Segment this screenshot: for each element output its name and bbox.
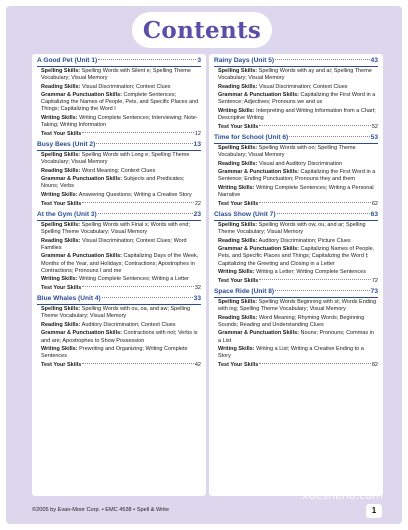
skill-label: Reading Skills: xyxy=(41,321,81,328)
skill-line xyxy=(218,84,378,91)
skill-text: Interpreting and Writing Information from a Chart; Descriptive Writing xyxy=(218,108,376,122)
skill-line xyxy=(218,145,378,159)
skill-text: Capitalizing Names of People, Pets, and Specific Places and Things; Capitalizing the Word I; Capitalizing the Greeting and Closing in a Letter xyxy=(218,246,375,267)
unit-page-number: 43 xyxy=(370,57,378,64)
skill-text: Subjects and Predicates; Nouns; Verbs xyxy=(41,176,185,190)
dot-leader xyxy=(102,297,193,298)
skill-line xyxy=(41,115,201,129)
skill-label: Grammar & Punctuation Skills: xyxy=(41,253,122,260)
unit-heading[interactable] xyxy=(214,288,378,297)
skill-label: Writing Skills: xyxy=(41,115,78,122)
skill-line xyxy=(41,330,201,344)
skill-label: Grammar & Punctuation Skills: xyxy=(41,176,122,183)
test-label: Test Your Skills xyxy=(218,362,259,369)
test-your-skills-row[interactable] xyxy=(218,278,378,285)
unit-heading[interactable] xyxy=(214,134,378,143)
dot-leader xyxy=(82,286,194,287)
skill-label: Reading Skills: xyxy=(218,160,258,167)
unit-entry xyxy=(214,211,378,285)
unit-title: Rainy Days (Unit 5) xyxy=(214,57,275,64)
skill-text: Auditory Discrimination; Context Clues xyxy=(80,321,176,328)
skill-label: Spelling Skills: xyxy=(41,151,81,158)
skill-line xyxy=(218,185,378,199)
unit-page-number: 3 xyxy=(197,57,201,64)
unit-entry xyxy=(214,134,378,208)
unit-heading[interactable] xyxy=(214,211,378,220)
skill-text: Spelling Words Beginning with st; Words Ending with ing; Spelling Theme Vocabulary; Visual Memory xyxy=(218,298,377,312)
dot-leader xyxy=(275,290,370,291)
dot-leader xyxy=(259,363,371,364)
unit-heading[interactable] xyxy=(37,295,201,304)
unit-heading[interactable] xyxy=(37,57,201,66)
test-label: Test Your Skills xyxy=(218,277,259,284)
page-frame xyxy=(6,6,402,524)
heading-rule xyxy=(37,220,201,221)
unit-entry xyxy=(214,288,378,369)
skill-text: Complete Sentences; Capitalizing the Names of People, Pets, and Specific Places and Things; Capitalizing the Word I xyxy=(41,92,199,113)
skill-text: Capitalizing the First Word in a Sentence; Adjectives; Pronouns we and us xyxy=(218,92,376,106)
test-label: Test Your Skills xyxy=(41,284,82,291)
unit-page-number: 53 xyxy=(370,134,378,142)
dot-leader xyxy=(259,279,371,280)
unit-title: A Good Pet (Unit 1) xyxy=(37,57,98,64)
unit-title: Blue Whales (Unit 4) xyxy=(37,295,101,303)
test-page-number: 22 xyxy=(194,200,201,207)
skill-text: Capitalizing the First Word in a Sentence; Ending Punctuation; Pronouns they and them xyxy=(218,169,376,183)
skill-label: Writing Skills: xyxy=(218,269,255,276)
skill-text: Writing a List; Writing a Creative Ending to a Story xyxy=(218,346,364,360)
test-your-skills-row[interactable] xyxy=(218,124,378,131)
test-page-number: 42 xyxy=(194,362,201,369)
test-your-skills-row[interactable] xyxy=(218,362,378,369)
skill-line xyxy=(218,315,378,329)
copyright-footer: ©2005 by Evan-Moor Corp. • EMC 4538 • Spell & Write xyxy=(32,507,169,513)
unit-title: Busy Bees (Unit 2) xyxy=(37,141,96,149)
skill-text: Spelling Words with Silent e; Spelling Theme Vocabulary; Visual Memory xyxy=(41,67,191,81)
dot-leader xyxy=(98,213,193,214)
skill-line xyxy=(41,92,201,113)
skill-text: Answering Questions; Writing a Creative Story xyxy=(77,192,192,199)
skill-label: Grammar & Punctuation Skills: xyxy=(218,92,299,99)
unit-page-number: 23 xyxy=(193,211,201,219)
skill-label: Writing Skills: xyxy=(41,276,78,283)
skill-line xyxy=(218,92,378,106)
skill-line xyxy=(41,192,201,199)
unit-entry xyxy=(37,141,201,208)
skill-text: Spelling Words with Final s; Words with end; Spelling Theme Vocabulary; Visual Memory xyxy=(41,221,190,235)
heading-rule xyxy=(37,304,201,305)
skill-line xyxy=(41,276,201,283)
skill-line xyxy=(41,253,201,274)
skill-line xyxy=(218,161,378,168)
unit-title: At the Gym (Unit 3) xyxy=(37,211,97,219)
skill-line xyxy=(41,168,201,175)
skill-text: Spelling Words with ay and ai; Spelling Theme Vocabulary; Visual Memory xyxy=(218,67,372,81)
skill-label: Spelling Skills: xyxy=(41,67,81,74)
skill-label: Reading Skills: xyxy=(41,237,81,244)
skill-label: Spelling Skills: xyxy=(218,221,258,228)
unit-heading[interactable] xyxy=(37,211,201,220)
skill-label: Reading Skills: xyxy=(218,83,258,90)
skill-text: Nouns; Pronouns; Commas in a List xyxy=(218,330,374,344)
unit-title: Time for School (Unit 6) xyxy=(214,134,289,142)
skill-label: Writing Skills: xyxy=(218,108,255,115)
heading-rule xyxy=(214,220,378,221)
skill-label: Grammar & Punctuation Skills: xyxy=(41,92,122,99)
unit-entry xyxy=(37,295,201,369)
skill-line xyxy=(41,152,201,166)
skill-line xyxy=(218,330,378,344)
dot-leader xyxy=(259,125,371,126)
skill-text: Auditory Discrimination; Picture Clues xyxy=(257,237,351,244)
dot-leader xyxy=(82,202,194,203)
unit-page-number: 73 xyxy=(370,288,378,296)
skill-text: Spelling Words with ou, oa, and aw; Spelling Theme Vocabulary; Visual Memory xyxy=(41,305,191,320)
skill-label: Reading Skills: xyxy=(41,167,81,174)
skill-line xyxy=(218,169,378,183)
skill-text: Spelling Words with Long e; Spelling Theme Vocabulary; Visual Memory xyxy=(41,151,190,166)
skill-line xyxy=(41,322,201,329)
unit-title: Space Ride (Unit 8) xyxy=(214,288,275,296)
skill-text: Visual Discrimination; Context Clues xyxy=(80,83,171,90)
skill-text: Visual Discrimination; Context Clues xyxy=(257,83,348,90)
skill-label: Writing Skills: xyxy=(218,346,255,353)
skill-label: Reading Skills: xyxy=(218,237,258,244)
test-your-skills-row[interactable] xyxy=(41,362,201,369)
skill-line xyxy=(41,346,201,360)
skill-line xyxy=(218,346,378,360)
skill-line xyxy=(218,269,378,276)
skill-line xyxy=(41,68,201,82)
skill-label: Writing Skills: xyxy=(41,192,78,199)
skill-text: Writing Complete Sentences; Writing a Personal Narrative xyxy=(218,185,374,199)
test-label: Test Your Skills xyxy=(41,130,82,137)
dot-leader xyxy=(275,59,370,60)
test-your-skills-row[interactable] xyxy=(41,285,201,292)
skill-label: Spelling Skills: xyxy=(41,305,81,312)
test-page-number: 82 xyxy=(371,362,378,369)
skill-line xyxy=(41,176,201,190)
skill-line xyxy=(218,108,378,122)
skill-line xyxy=(41,238,201,252)
skill-label: Writing Skills: xyxy=(41,346,78,353)
test-label: Test Your Skills xyxy=(218,123,259,130)
unit-page-number: 63 xyxy=(370,211,378,219)
test-label: Test Your Skills xyxy=(41,362,82,369)
unit-heading[interactable] xyxy=(214,57,378,66)
skill-text: Contractions with not; Verbs is and are; Apostrophes to Show Possession xyxy=(41,330,198,344)
skill-text: Word Meaning; Rhyming Words; Beginning Sounds; Reading and Understanding Clues xyxy=(218,314,365,328)
skill-text: Writing a Letter; Writing Complete Sentences xyxy=(254,269,366,276)
skill-label: Grammar & Punctuation Skills: xyxy=(218,246,299,253)
skill-line xyxy=(41,222,201,236)
unit-title: Class Show (Unit 7) xyxy=(214,211,276,219)
watermark: xueshen8.com xyxy=(302,489,383,502)
skill-line xyxy=(218,68,378,82)
skill-text: Writing Complete Sentences; Interviewing; Note-Taking; Writing Information xyxy=(41,115,198,129)
skill-text: Visual Discrimination; Context Clues; Word Families xyxy=(41,237,187,251)
skill-label: Grammar & Punctuation Skills: xyxy=(41,330,122,337)
test-page-number: 62 xyxy=(371,200,378,207)
skill-line xyxy=(218,222,378,236)
heading-rule xyxy=(214,143,378,144)
test-page-number: 32 xyxy=(194,284,201,291)
unit-page-number: 33 xyxy=(193,295,201,303)
unit-entry xyxy=(37,57,201,138)
skill-line xyxy=(218,299,378,313)
dot-leader xyxy=(289,136,369,137)
dot-leader xyxy=(96,143,192,144)
skill-label: Grammar & Punctuation Skills: xyxy=(218,330,299,337)
title-banner xyxy=(132,12,272,48)
heading-rule xyxy=(37,150,201,151)
unit-heading[interactable] xyxy=(37,141,201,150)
skill-text: Word Meaning; Context Clues xyxy=(80,167,156,174)
test-label: Test Your Skills xyxy=(218,200,259,207)
test-page-number: 12 xyxy=(194,130,201,137)
skill-text: Visual and Auditory Discrimination xyxy=(257,160,343,167)
skill-text: Prewriting and Organizing; Writing Complete Sentences xyxy=(41,346,188,360)
skill-label: Reading Skills: xyxy=(41,83,81,90)
test-your-skills-row[interactable] xyxy=(41,201,201,208)
unit-page-number: 13 xyxy=(193,141,201,149)
dot-leader xyxy=(82,132,194,133)
dot-leader xyxy=(259,202,371,203)
unit-entry xyxy=(37,211,201,292)
skill-text: Capitalizing Days of the Week, Months of the Year, and Holidays; Contractions; Apostrophes in Contractions; Pronouns I and me xyxy=(41,253,199,274)
dot-leader xyxy=(98,59,196,60)
skill-line xyxy=(41,84,201,91)
heading-rule xyxy=(214,297,378,298)
skill-text: Writing Complete Sentences; Writing a Letter xyxy=(77,276,189,283)
skill-line xyxy=(41,306,201,320)
dot-leader xyxy=(82,363,194,364)
page-title: Contents xyxy=(142,16,262,44)
test-your-skills-row[interactable] xyxy=(218,201,378,208)
test-label: Test Your Skills xyxy=(41,200,82,207)
skill-line xyxy=(218,246,378,267)
skill-label: Spelling Skills: xyxy=(218,144,258,151)
skill-label: Spelling Skills: xyxy=(218,298,258,305)
dot-leader xyxy=(277,213,370,214)
page-number: 1 xyxy=(366,504,382,518)
test-page-number: 52 xyxy=(371,123,378,130)
skill-label: Grammar & Punctuation Skills: xyxy=(218,169,299,176)
skill-text: Spelling Words with oo; Spelling Theme Vocabulary; Visual Memory xyxy=(218,144,356,158)
contents-column-right xyxy=(209,54,383,496)
heading-rule xyxy=(37,66,201,67)
skill-text: Spelling Words with ow, ou, and ar; Spelling Theme Vocabulary; Visual Memory xyxy=(218,221,366,235)
skill-label: Spelling Skills: xyxy=(218,67,258,74)
test-your-skills-row[interactable] xyxy=(41,131,201,138)
skill-label: Spelling Skills: xyxy=(41,221,81,228)
skill-label: Writing Skills: xyxy=(218,185,255,192)
test-page-number: 72 xyxy=(371,277,378,284)
heading-rule xyxy=(214,66,378,67)
unit-entry xyxy=(214,57,378,131)
skill-label: Reading Skills: xyxy=(218,314,258,321)
contents-column-left xyxy=(32,54,206,496)
skill-line xyxy=(218,238,378,245)
